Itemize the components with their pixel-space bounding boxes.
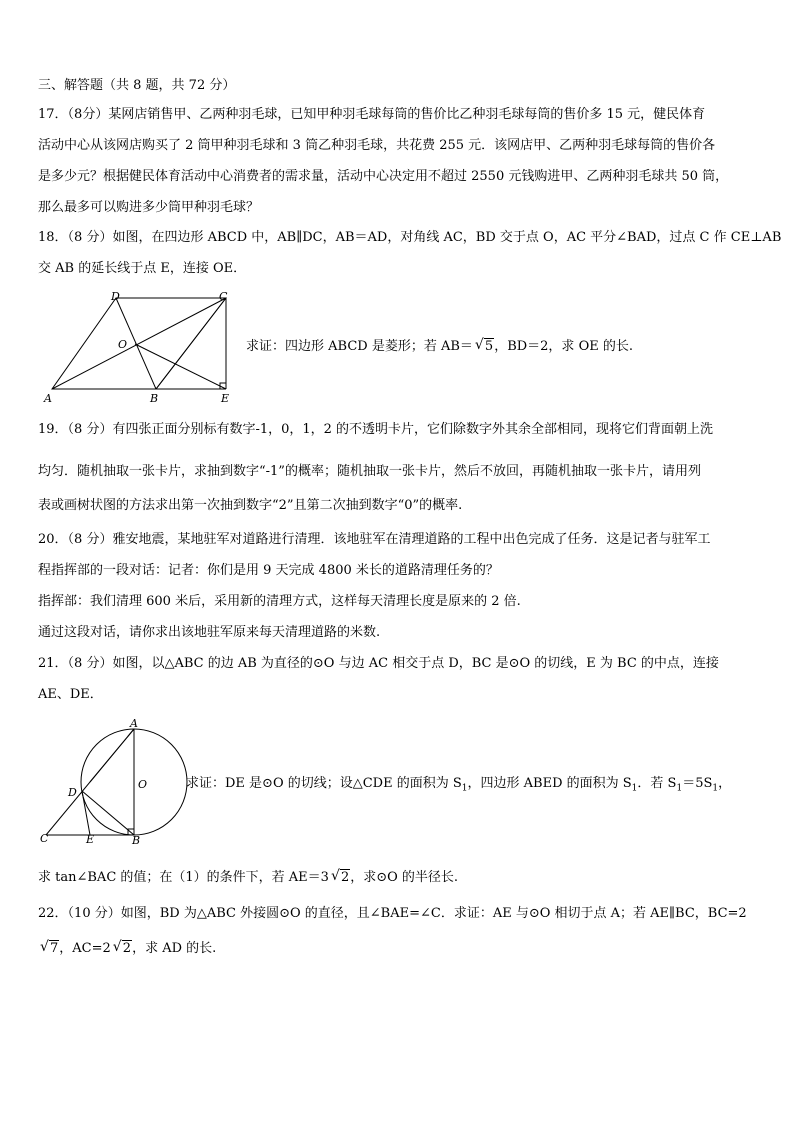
fig21-label-B: B: [132, 834, 141, 844]
fig21-label-O: O: [138, 778, 148, 791]
q18-question-part1: 求证：四边形 ABCD 是菱形；若 AB＝: [246, 339, 473, 354]
q21-question: [186, 775, 731, 798]
fig21-label-A: A: [130, 717, 138, 730]
q21-question-a: 求证：DE 是⊙O 的切线；设△CDE 的面积为 S: [186, 776, 462, 791]
fig18-label-C: C: [219, 290, 228, 303]
q21-question-c: ．若 S: [637, 776, 677, 791]
sqrt-5: √ 5: [474, 337, 494, 354]
q18-question: [246, 338, 633, 356]
q21-question-d: ＝5S: [682, 776, 713, 791]
q21-line2: AE、DE．: [38, 687, 103, 702]
fig18-label-E: E: [221, 392, 230, 405]
q20-line3: 指挥部：我们清理 600 米后，采用新的清理方式，这样每天清理长度是原来的 2 倍.: [38, 594, 521, 609]
q20-line4: 通过这段对话，请你求出该地驻军原来每天清理道路的米数.: [38, 625, 381, 640]
q19-line1: 19．（8 分）有四张正面分别标有数字-1，0，1，2 的不透明卡片，它们除数字外其余全部相同，现将它们背面朝上洗: [38, 422, 714, 437]
q22-line2-c: ，求 AD 的长.: [132, 941, 217, 956]
q19-line2: 均匀．随机抽取一张卡片，求抽到数字“-1”的概率；随机抽取一张卡片，然后不放回，再随机抽取一张卡片，请用列: [38, 464, 701, 479]
q17-line1: 17．（8分）某网店销售甲、乙两种羽毛球，已知甲种羽毛球每筒的售价比乙种羽毛球每筒的售价多 15 元，健民体育: [38, 107, 706, 122]
q17-line3: 是多少元？根据健民体育活动中心消费者的需求量，活动中心决定用不超过 2550 元钱购进甲、乙两种羽毛球共 50 筒，: [38, 169, 729, 184]
fig18-label-O: O: [118, 338, 128, 351]
q21-question-e: ，: [718, 776, 732, 791]
q17-line2: 活动中心从该网店购买了 2 筒甲种羽毛球和 3 筒乙种羽毛球，共花费 255 元．该网店甲、乙两种羽毛球每筒的售价各: [38, 138, 716, 153]
figure-circle: [38, 716, 188, 844]
q18-line2: 交 AB 的延长线于点 E，连接 OE．: [38, 261, 247, 276]
subscript: 1: [631, 783, 638, 794]
q21-last-line: [38, 869, 458, 887]
fig21-label-E: E: [86, 833, 95, 844]
q21-last-a: 求 tan∠BAC 的值；在（1）的条件下，若 AE＝3: [38, 870, 329, 885]
fig21-label-D: D: [68, 786, 77, 799]
q18-question-part2: ，BD＝2，求 OE 的长.: [494, 339, 633, 354]
subscript: 1: [676, 783, 683, 794]
sqrt-7: √ 7: [40, 939, 59, 956]
q19-line3: 表或画树状图的方法求出第一次抽到数字“2”且第二次抽到数字“0”的概率.: [38, 498, 463, 513]
sqrt-2b: √ 2: [112, 939, 132, 956]
q20-line2: 程指挥部的一段对话：记者：你们是用 9 天完成 4800 米长的道路清理任务的？: [38, 563, 499, 578]
fig18-label-B: B: [150, 392, 159, 405]
sqrt-5-radicand: 5: [484, 339, 494, 354]
subscript: 1: [461, 783, 468, 794]
q20-line1: 20．（8 分）雅安地震，某地驻军对道路进行清理．该地驻军在清理道路的工程中出色完成了任务．这是记者与驻军工: [38, 532, 711, 547]
q21-last-b: ，求⊙O 的半径长.: [350, 870, 459, 885]
sqrt-2b-radicand: 2: [122, 941, 132, 956]
figure-rhombus: [40, 288, 240, 406]
sqrt-2-radicand: 2: [340, 870, 350, 885]
q21-question-b: ，四边形 ABED 的面积为 S: [467, 776, 632, 791]
q22-line2-b: ，AC=2: [59, 941, 111, 956]
q22-line2: [38, 940, 216, 958]
q21-line1: 21．（8 分）如图，以△ABC 的边 AB 为直径的⊙O 与边 AC 相交于点 D，BC 是⊙O 的切线，E 为 BC 的中点，连接: [38, 656, 719, 671]
fig18-label-A: A: [44, 392, 52, 405]
q22-line1: 22．（10 分）如图，BD 为△ABC 外接圆⊙O 的直径，且∠BAE=∠C．求证：AE 与⊙O 相切于点 A；若 AE∥BC，BC=2: [38, 906, 747, 921]
q17-line4: 那么最多可以购进多少筒甲种羽毛球？: [38, 200, 260, 215]
fig21-label-C: C: [40, 832, 49, 844]
sqrt-2: √ 2: [330, 868, 350, 885]
section-title: 三、解答题（共 8 题，共 72 分）: [38, 78, 236, 93]
subscript: 1: [712, 783, 719, 794]
q18-line1: 18．（8 分）如图，在四边形 ABCD 中，AB∥DC，AB＝AD，对角线 AC，BD 交于点 O，AC 平分∠BAD，过点 C 作 CE⊥AB: [38, 230, 782, 245]
sqrt-7-radicand: 7: [50, 941, 59, 956]
fig18-label-D: D: [111, 290, 120, 303]
